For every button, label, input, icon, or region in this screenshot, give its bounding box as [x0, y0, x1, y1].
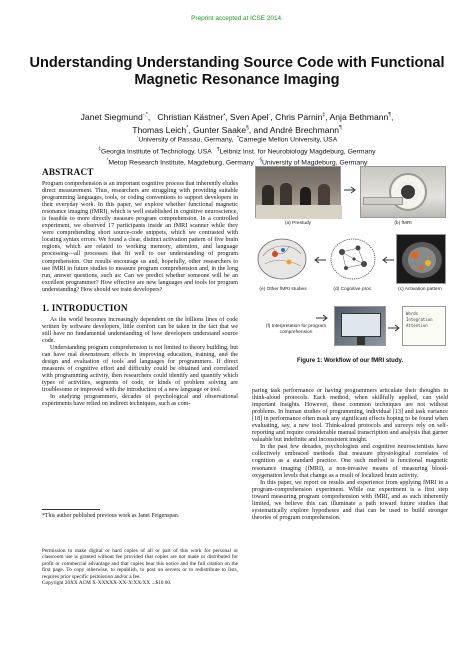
note-line: Attention	[406, 323, 428, 328]
panel-f-caption: (f) Interpretation for program comprehension	[265, 324, 327, 335]
panel-b-caption: (b) fMRI	[394, 221, 412, 226]
footnote-rule	[42, 509, 100, 510]
affiliation: Carnegie Mellon University, USA	[238, 136, 338, 144]
copyright-text: Copyright 20XX ACM X-XXXXX-XX-X/XX/XX ...$10.00.	[42, 580, 172, 587]
figure-caption: Figure 1: Workflow of our fMRI study.	[296, 358, 404, 364]
fmri-scanner-photo	[360, 166, 446, 218]
brain-scan-icon	[397, 235, 447, 285]
author: Thomas Leich	[132, 124, 187, 135]
author: Gunter Saake	[192, 124, 246, 135]
preprint-notice: Preprint accepted at ICSE 2014.	[191, 15, 283, 22]
activation-pattern-image	[396, 234, 446, 284]
interpretation-photo	[334, 306, 386, 346]
affiliation: University of Passau, Germany	[138, 136, 232, 144]
figure-workflow	[252, 166, 448, 386]
abstract-heading: ABSTRACT	[42, 167, 94, 177]
author: André Brechmann	[269, 124, 340, 135]
panel-a-caption: (a) Prestudy	[284, 221, 312, 226]
panel-d-caption: (d) Cognitive proc.	[333, 287, 373, 292]
prestudy-photo	[255, 166, 341, 218]
body-paragraph: In the past few decades, psychologists and cognitive neuroscientists have collectively embraced methods that measure physiological correlates of cognition as a standard practice. One such method is functional magnetic resonance imaging (fMRI), a non-invasive means of measuring blood-oxygenation levels that change as a result of localized brain activity.	[252, 444, 448, 479]
author: Christian Kästner	[157, 111, 224, 122]
other-studies-image	[255, 234, 310, 284]
left-column	[42, 167, 238, 408]
note-line: Integration	[406, 317, 433, 322]
author-list: Janet Siegmund◦,*, Christian Kästner•, Sven Apel◦, Chris Parnin‡, Anja Bethmann¶, Thomas Leich*, Gunter Saake§, and André Brechmann¶	[80, 111, 394, 135]
right-column	[252, 388, 448, 522]
arrow-icon	[380, 256, 394, 264]
author: Janet Siegmund	[80, 111, 143, 122]
introduction-heading: 1. INTRODUCTION	[42, 302, 128, 313]
intro-paragraph: In studying programmers, decades of psychological and observational experiments have relied on indirect techniques, such as com-	[42, 394, 238, 408]
intro-paragraph: As the world becomes increasingly dependent on the billions lines of code written by software developers, little comfort can be taken in the fact that we still have no fundamental understanding of how developers understand source code.	[42, 316, 238, 344]
permission-notice	[42, 548, 238, 586]
arrow-icon	[316, 314, 330, 322]
cognitive-process-image	[328, 234, 378, 284]
panel-c-caption: (c) Activation pattern	[398, 287, 442, 292]
brain-icon	[255, 234, 310, 284]
affiliations: ◦University of Passau, Germany, •Carnegie Mellon University, USA ‡Georgia Institute of Technology, USA ¶Leibniz Inst. for Neurobiology Magdeburg, Germany *Metop Research Institute, Magdeburg, Germany §University of Magdeburg, Germany	[98, 134, 376, 167]
abstract-text: Program comprehension is an important cognitive process that inherently eludes direct measurement. Thus, researchers are struggling with providing suitable programming languages, tools, or coding conventions to support developers in their everyday work. In this paper, we explore whether functional magnetic resonance imaging (fMRI), which is well established in cognitive neuroscience, is feasible to more directly measure program comprehension. In a controlled experiment, we observed 17 participants inside an fMRI scanner while they were comprehending short source-code snippets, which we contrasted with locating syntax errors. We found a clear, distinct activation pattern of five brain regions, which are related to working memory, attention, and language processing—all processes that fit well to our understanding of program comprehension. Our results encourage us and, hopefully, other researchers to use fMRI in future studies to measure program comprehension and, in the long run, answer questions, such as: Can we predict whether someone will be an excellent programmer? How effective are new languages and tools for program understanding? How should we train developers?	[42, 181, 238, 293]
body-paragraph: In this paper, we report on results and experience from applying fMRI in a program-comprehension experiment. While our experiment is a first step toward measuring program comprehension with fMRI, and as such inherently limited, we believe this can illuminate a path toward future studies that systematically explore hypotheses and that can be used to build stronger theories of program comprehension.	[252, 479, 448, 521]
arrow-icon	[312, 256, 326, 264]
arrow-icon	[344, 186, 358, 194]
cognitive-map-icon	[328, 234, 378, 284]
footnote: *This author published previous work as Janet Feigenspan.	[42, 513, 180, 519]
affiliation: Metop Research Institute, Magdeburg, Germany	[108, 159, 254, 167]
intro-paragraph: Understanding program comprehension is not limited to theory building, but can have real downstream effects in improving education, training, and the design and evaluation of tools and languages for programmers. If direct measures of cognitive effort and difficulty could be obtained and correlated with programming activity, then researchers could identify and quantify which types of activities, segments of code, or kinds of problem solving are troublesome or improved with the introduction of a new language or tool.	[42, 344, 238, 394]
affiliation: Leibniz Inst. for Neurobiology Magdeburg, Germany	[219, 147, 376, 155]
paper-title: Understanding Understanding Source Code with Functional Magnetic Resonance Imaging	[29, 55, 445, 88]
handwritten-notes	[402, 306, 446, 346]
body-paragraph: paring task performance or having programmers articulate their thoughts in think-aloud protocols. Each method, when skillfully applied, can yield important insights. However, these common techniques are not without problems. In human studies of programming, individual [13] and task variance [18] in performance often mask any significant effects hoping to be found when evaluating, say, a new tool. Think-aloud protocols and surveys rely on self-reporting and require considerable manual transcription and analysis that garner valuable but indefinite and inconsistent insight.	[252, 388, 448, 444]
author: Sven Apel	[229, 111, 269, 122]
permission-text: Permission to make digital or hard copies of all or part of this work for personal or classroom use is granted without fee provided that copies are not made or distributed for profit or commercial advantage and that copies bear this notice and the full citation on the first page. To copy otherwise, to republish, to post on servers or to redistribute to lists, requires prior specific permission and/or a fee.	[42, 548, 238, 580]
author: Anja Bethmann	[329, 111, 389, 122]
affiliation: University of Magdeburg, Germany	[262, 159, 368, 167]
panel-e-caption: (e) Other fMRI studies	[259, 287, 307, 292]
author: Chris Parnin	[275, 111, 323, 122]
arrow-icon	[388, 324, 402, 332]
affiliation: Georgia Institute of Technology, USA	[100, 147, 212, 155]
note-line: Words	[406, 311, 419, 316]
